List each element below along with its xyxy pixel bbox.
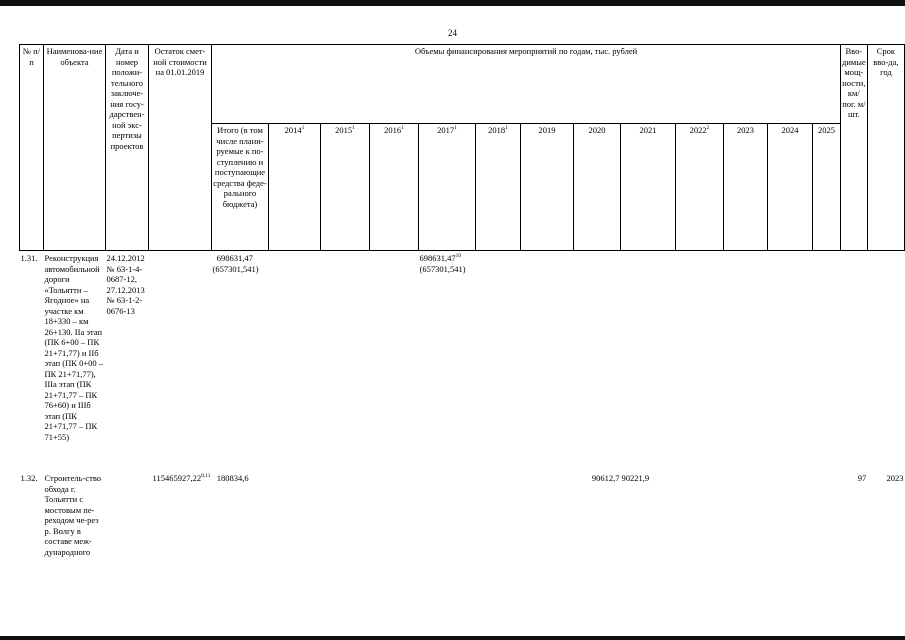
row-balance: 115465927,22$^{8,11}$ (152, 473, 211, 483)
page-number: 24 (448, 28, 457, 38)
header-balance: Остаток смет-ной стоимости на 01.01.2019 (149, 45, 212, 251)
row-balance (149, 251, 212, 472)
table-row (20, 471, 905, 635)
row-term: 2023 (886, 473, 904, 483)
row-2020 (574, 251, 621, 472)
header-capacity: Вво-димые мощ-ности, км/ пог. м/шт. (841, 45, 868, 251)
header-year: 2022$^2$ (676, 124, 724, 251)
header-financing: Объемы финансирования мероприятий по годам, тыс. рублей (212, 45, 841, 124)
row-capacity (841, 251, 868, 472)
row-2021 (621, 251, 676, 472)
header-total: Итого (в том числе плани-руемые к по-ступлению и поступающие средства феде-рального бюджета) (212, 124, 269, 251)
header-year: 2023 (724, 124, 768, 251)
row-date: 24.12.2012 № 63-1-4-0687-12, 27.12.2013 № 63-1-2-0676-13 (106, 253, 145, 316)
header-year: 2018$^1$ (476, 124, 521, 251)
header-year: 2017$^1$ (419, 124, 476, 251)
header-year: 2024 (768, 124, 813, 251)
header-num: № п/п (20, 45, 44, 251)
row-num: 1.32. (20, 473, 38, 483)
header-year: 2020 (574, 124, 621, 251)
table-row (20, 251, 905, 472)
row-2020: 90612,7 (591, 473, 620, 483)
header-term: Срок вво-да, год (867, 45, 904, 251)
header-year: 2016$^1$ (370, 124, 419, 251)
row-date (106, 471, 149, 635)
row-2017: 698631,47$^{10}$ (657301,541) (419, 253, 466, 274)
row-2021: 90221,9 (621, 473, 650, 483)
row-name: Строитель-ство обхода г. Тольятти с мостовым пе-реходом че-рез р. Волгу в составе меж-дународного (44, 473, 102, 557)
top-border (0, 0, 905, 6)
header-year: 2015$^1$ (321, 124, 370, 251)
row-total: 180834,6 (216, 473, 249, 483)
row-total: 698631,47 (657301,541) (212, 253, 259, 274)
header-year: 2025 (813, 124, 841, 251)
row-num: 1.31. (20, 253, 38, 263)
row-2017 (419, 471, 476, 635)
header-year: 2019 (521, 124, 574, 251)
row-name: Реконструкция автомобильной дороги «Тольятти – Ягодное» на участке км 18+330 – км 26+130. IIа этап (ПК 6+00 – ПК 21+71,77) и IIб этап (ПК 0+00 – ПК 21+71,77), IIIа этап (ПК 21+71,77 – ПК 76+60) и IIIб этап (ПК 21+71,77 – ПК 71+55) (44, 253, 103, 442)
header-year: 2014$^1$ (269, 124, 321, 251)
bottom-border (0, 636, 905, 640)
row-term (867, 251, 904, 472)
header-name: Наименова-ние объекта (44, 45, 106, 251)
header-year: 2021 (621, 124, 676, 251)
financing-table (19, 44, 905, 635)
row-capacity: 97 (857, 473, 867, 483)
header-date: Дата и номер положи-тельного заключе-ния госу-дарствен-ной экс-пертизы проектов (106, 45, 149, 251)
